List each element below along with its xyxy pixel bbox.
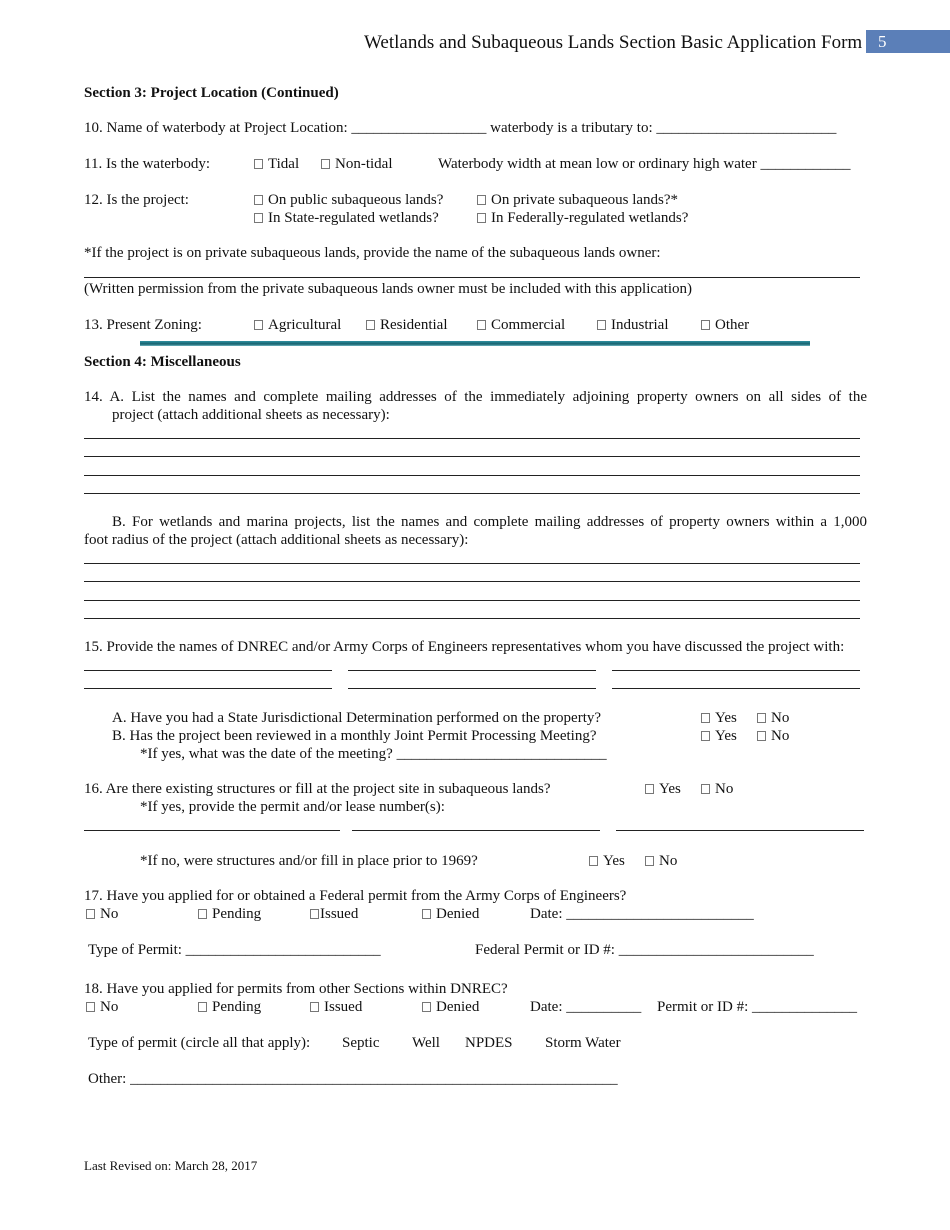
checkbox-icon[interactable]: [254, 320, 263, 330]
q14a-answer-line[interactable]: [84, 438, 860, 439]
q16-permit-prompt: *If yes, provide the permit and/or lease number(s):: [140, 799, 445, 815]
checkbox-icon[interactable]: [366, 320, 375, 330]
q14a-answer-line[interactable]: [84, 493, 860, 494]
q14b-answer-line[interactable]: [84, 581, 860, 582]
checkbox-icon[interactable]: [477, 320, 486, 330]
checkbox-icon[interactable]: [198, 1002, 207, 1012]
checkbox-icon[interactable]: [597, 320, 606, 330]
q18-question: 18. Have you applied for permits from other Sections within DNREC?: [84, 981, 508, 997]
checkbox-icon[interactable]: [645, 784, 654, 794]
section-4-title: Section 4: Miscellaneous: [84, 354, 241, 370]
q14b-line1-wrap: [112, 515, 867, 530]
q15b-meeting-date: *If yes, what was the date of the meeting? ____________________________: [140, 746, 607, 762]
q16-prior-1969: *If no, were structures and/or fill in place prior to 1969?: [140, 853, 478, 869]
q15a-question: A. Have you had a State Jurisdictional Determination performed on the property?: [112, 710, 602, 726]
private-owner-line[interactable]: [84, 277, 860, 278]
checkbox-icon[interactable]: [757, 731, 766, 741]
q16-prior-yes-option[interactable]: Yes: [589, 854, 625, 869]
q17-issued-option[interactable]: Issued: [310, 907, 358, 922]
q17-no-option[interactable]: No: [86, 907, 118, 922]
q16-question: 16. Are there existing structures or fill at the project site in subaqueous lands?: [84, 781, 551, 797]
q12-public-option[interactable]: On public subaqueous lands?: [254, 193, 443, 208]
q16-no-option[interactable]: No: [701, 782, 733, 797]
q14a-line1: 14. A. List the names and complete mailing addresses of the immediately adjoining property owners on all sides of the: [84, 389, 867, 405]
q13-residential-option[interactable]: Residential: [366, 318, 448, 333]
last-revised: Last Revised on: March 28, 2017: [84, 1158, 258, 1173]
q17-federal-permit-id[interactable]: Federal Permit or ID #: __________________________: [475, 942, 814, 958]
checkbox-icon[interactable]: [86, 909, 95, 919]
permit-type-npdes[interactable]: NPDES: [465, 1035, 513, 1051]
q14b-line1: B. For wetlands and marina projects, list the names and complete mailing addresses of property owners within a 1,000: [112, 514, 867, 530]
q14b-line2: foot radius of the project (attach additional sheets as necessary):: [84, 532, 469, 548]
q18-permit-id-field[interactable]: Permit or ID #: ______________: [657, 999, 857, 1015]
q15b-yes-option[interactable]: Yes: [701, 729, 737, 744]
q15-rep-line[interactable]: [84, 670, 332, 671]
checkbox-icon[interactable]: [321, 159, 330, 169]
q14a-answer-line[interactable]: [84, 475, 860, 476]
q18-denied-option[interactable]: Denied: [422, 1000, 479, 1015]
q17-date-field[interactable]: Date: _________________________: [530, 906, 754, 922]
page-number-badge: 5: [866, 30, 950, 53]
q13-agricultural-option[interactable]: Agricultural: [254, 318, 341, 333]
q16-permit-line[interactable]: [84, 830, 340, 831]
checkbox-icon[interactable]: [645, 856, 654, 866]
checkbox-icon[interactable]: [422, 909, 431, 919]
checkbox-icon[interactable]: [701, 713, 710, 723]
checkbox-icon[interactable]: [589, 856, 598, 866]
checkbox-icon[interactable]: [701, 731, 710, 741]
permission-note: (Written permission from the private subaqueous lands owner must be included with this application): [84, 281, 693, 297]
checkbox-icon[interactable]: [254, 159, 263, 169]
checkbox-icon[interactable]: [757, 713, 766, 723]
q15-rep-line[interactable]: [348, 688, 596, 689]
q18-permit-type-label: Type of permit (circle all that apply):: [88, 1035, 311, 1051]
q15-rep-line[interactable]: [612, 670, 860, 671]
checkbox-icon[interactable]: [198, 909, 207, 919]
q13-commercial-option[interactable]: Commercial: [477, 318, 565, 333]
q17-denied-option[interactable]: Denied: [422, 907, 479, 922]
q13-industrial-option[interactable]: Industrial: [597, 318, 669, 333]
checkbox-icon[interactable]: [701, 784, 710, 794]
q12-state-wetlands-option[interactable]: In State-regulated wetlands?: [254, 211, 439, 226]
permit-type-well[interactable]: Well: [412, 1035, 440, 1051]
q18-no-option[interactable]: No: [86, 1000, 118, 1015]
private-owner-note: *If the project is on private subaqueous lands, provide the name of the subaqueous lands owner:: [84, 245, 661, 261]
q13-other-option[interactable]: Other: [701, 318, 749, 333]
q14a-line1-wrap: [84, 390, 867, 405]
q12-federal-wetlands-option[interactable]: In Federally-regulated wetlands?: [477, 211, 688, 226]
q14b-answer-line[interactable]: [84, 563, 860, 564]
q14a-line2: project (attach additional sheets as necessary):: [112, 407, 390, 423]
q15a-yes-option[interactable]: Yes: [701, 711, 737, 726]
q14a-answer-line[interactable]: [84, 456, 860, 457]
q16-prior-no-option[interactable]: No: [645, 854, 677, 869]
q18-date-field[interactable]: Date: __________: [530, 999, 642, 1015]
q12-label: 12. Is the project:: [84, 192, 189, 208]
q17-question: 17. Have you applied for or obtained a Federal permit from the Army Corps of Engineers?: [84, 888, 627, 904]
q11-waterbody-width: Waterbody width at mean low or ordinary high water ____________: [438, 156, 851, 172]
q14b-answer-line[interactable]: [84, 600, 860, 601]
q11-label: 11. Is the waterbody:: [84, 156, 211, 172]
checkbox-icon[interactable]: [254, 213, 263, 223]
q14b-answer-line[interactable]: [84, 618, 860, 619]
section-divider: [140, 341, 810, 346]
q13-label: 13. Present Zoning:: [84, 317, 202, 333]
q15-rep-line[interactable]: [612, 688, 860, 689]
checkbox-icon[interactable]: [86, 1002, 95, 1012]
checkbox-icon[interactable]: [254, 195, 263, 205]
section-3-title: Section 3: Project Location (Continued): [84, 85, 339, 101]
permit-type-septic[interactable]: Septic: [342, 1035, 380, 1051]
checkbox-icon[interactable]: [310, 909, 319, 919]
q15b-no-option[interactable]: No: [757, 729, 789, 744]
q16-permit-line[interactable]: [352, 830, 600, 831]
q15a-no-option[interactable]: No: [757, 711, 789, 726]
checkbox-icon[interactable]: [477, 195, 486, 205]
q11-nontidal-option[interactable]: Non-tidal: [321, 157, 393, 172]
permit-type-storm-water[interactable]: Storm Water: [545, 1035, 621, 1051]
q15-rep-line[interactable]: [348, 670, 596, 671]
other-permit-field[interactable]: Other: _________________________________________________________________: [88, 1071, 618, 1087]
checkbox-icon[interactable]: [310, 1002, 319, 1012]
checkbox-icon[interactable]: [477, 213, 486, 223]
q11-tidal-option[interactable]: Tidal: [254, 157, 299, 172]
q16-yes-option[interactable]: Yes: [645, 782, 681, 797]
q17-pending-option[interactable]: Pending: [198, 907, 261, 922]
q15-rep-line[interactable]: [84, 688, 332, 689]
page-header-title: Wetlands and Subaqueous Lands Section Basic Application Form: [364, 32, 863, 53]
q15-question: 15. Provide the names of DNREC and/or Army Corps of Engineers representatives whom you have discussed the project with:: [84, 639, 845, 655]
q12-private-option[interactable]: On private subaqueous lands?*: [477, 193, 678, 208]
q18-pending-option[interactable]: Pending: [198, 1000, 261, 1015]
checkbox-icon[interactable]: [701, 320, 710, 330]
q15b-question: B. Has the project been reviewed in a monthly Joint Permit Processing Meeting?: [112, 728, 597, 744]
q17-permit-type[interactable]: Type of Permit: __________________________: [88, 942, 381, 958]
q16-permit-line[interactable]: [616, 830, 864, 831]
q18-issued-option[interactable]: Issued: [310, 1000, 362, 1015]
checkbox-icon[interactable]: [422, 1002, 431, 1012]
q10-waterbody-name: 10. Name of waterbody at Project Location: __________________ waterbody is a tributary to: ________________________: [84, 120, 837, 136]
